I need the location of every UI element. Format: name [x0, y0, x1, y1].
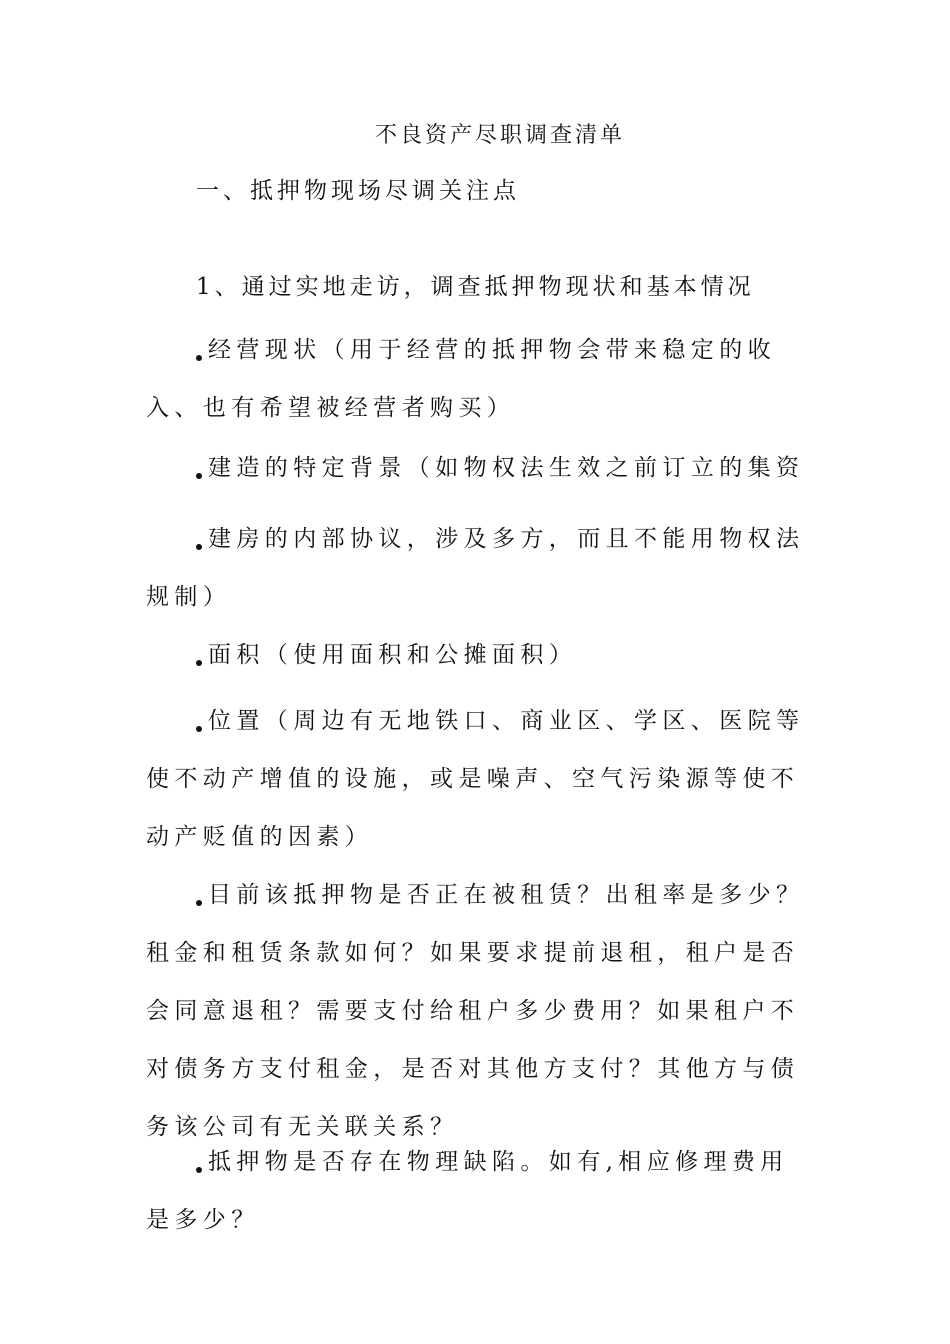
document-title: 不良资产尽职调查清单 — [374, 123, 625, 148]
paragraph-area — [146, 626, 806, 684]
paragraph-operation-status — [146, 321, 806, 437]
paragraph-text: 经营现状（用于经营的抵押物会带来稳定的收入、也有希望被经营者购买） — [146, 337, 776, 421]
paragraph-text: 位置（周边有无地铁口、商业区、学区、医院等使不动产增值的设施，或是噪声、空气污染源等使不动产贬值的因素） — [146, 708, 805, 850]
bullet-icon — [196, 1167, 202, 1173]
bullet-icon — [196, 355, 202, 361]
paragraph-construction-background — [146, 439, 806, 497]
paragraph-text: 抵押物是否存在物理缺陷。如有,相应修理费用是多少？ — [146, 1149, 789, 1233]
bullet-icon — [196, 544, 202, 550]
paragraph-physical-defects — [146, 1133, 806, 1249]
paragraph-text: 建造的特定背景（如物权法生效之前订立的集资 — [208, 455, 805, 481]
paragraph-text: 目前该抵押物是否正在被租赁？出租率是多少？租金和租赁条款如何？如果要求提前退租，租户是否会同意退租？需要支付给租户多少费用？如果租户不对债务方支付租金，是否对其他方支付？其他方与债务该公司有无关联关系？ — [146, 882, 805, 1140]
bullet-icon — [196, 473, 202, 479]
paragraph-lease-status — [146, 866, 806, 1156]
section-heading: 一、抵押物现场尽调关注点 — [196, 178, 520, 204]
bullet-icon — [196, 900, 202, 906]
paragraph-internal-agreement — [146, 510, 806, 626]
paragraph-location — [146, 692, 806, 866]
paragraph-text: 面积（使用面积和公摊面积） — [208, 642, 578, 668]
paragraph-text: 建房的内部协议，涉及多方，而且不能用物权法规制） — [146, 526, 805, 610]
item-heading: 1、通过实地走访，调查抵押物现状和基本情况 — [196, 274, 755, 300]
bullet-icon — [196, 660, 202, 666]
bullet-icon — [196, 726, 202, 732]
